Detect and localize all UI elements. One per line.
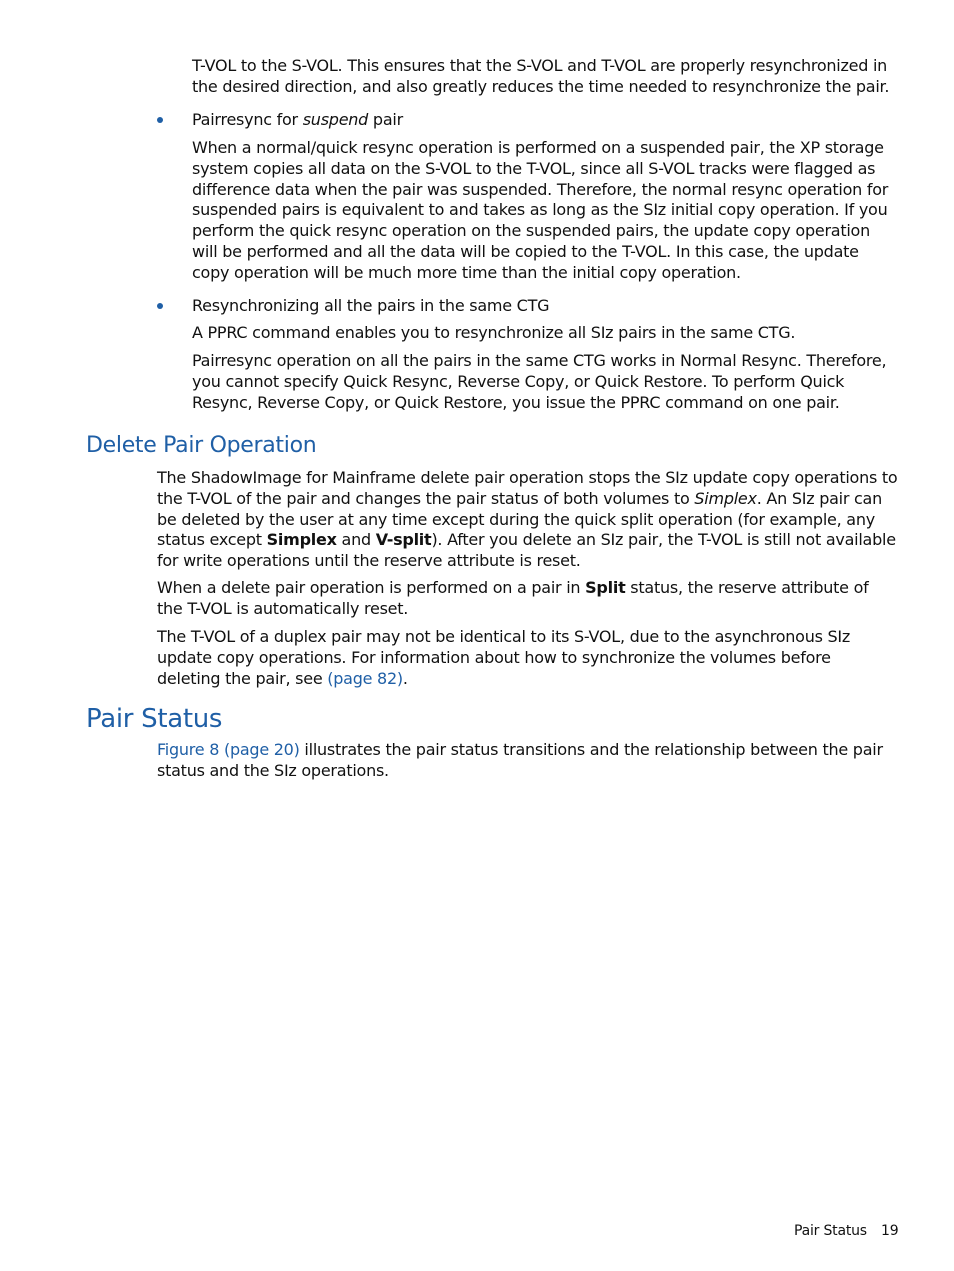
status-paragraph-1: Figure 8 (page 20) illustrates the pair status transitions and the relationship between the pair status and the SIz operations. bbox=[157, 740, 883, 780]
bullet-paragraph: A PPRC command enables you to resynchronize all SIz pairs in the same CTG. bbox=[192, 323, 796, 342]
section-heading-delete-pair: Delete Pair Operation bbox=[86, 433, 317, 458]
bullet-paragraph: When a normal/quick resync operation is performed on a suspended pair, the XP storage system copies all data on the S-VOL to the T-VOL, since all S-VOL tracks were flagged as difference data when the pair was suspended. Therefore, the normal resync operation for suspended pairs is equivalent to and takes as long as the SIz initial copy operation. If you perform the quick resync operation on the suspended pairs, the update copy operation will be performed and all the data will be copied to the T-VOL. In this case, the update copy operation will be much more time than the initial copy operation. bbox=[192, 138, 889, 282]
delete-paragraph-1: The ShadowImage for Mainframe delete pair operation stops the SIz update copy operations to the T-VOL of the pair and changes the pair status of both volumes to Simplex. An SIz pair can be deleted by the user at any time except during the quick split operation (for example, any status except Simplex and V-split). After you delete an SIz pair, the T-VOL is still not available for write operations until the reserve attribute is reset. bbox=[157, 468, 898, 571]
bullet-heading-ctg: Resynchronizing all the pairs in the same CTG bbox=[192, 296, 550, 315]
bullet-heading-suspend: Pairresync for suspend pair bbox=[192, 110, 403, 129]
footer-page-number: 19 bbox=[881, 1223, 899, 1239]
bullet-paragraph: Pairresync operation on all the pairs in the same CTG works in Normal Resync. Therefore, you cannot specify Quick Resync, Reverse Copy, or Quick Restore. To perform Quick Resync, Reverse Copy, or Quick Restore, you issue the PPRC command on one pair. bbox=[192, 351, 887, 412]
figure-8-link[interactable]: Figure 8 (page 20) bbox=[157, 740, 300, 759]
page-82-link[interactable]: (page 82) bbox=[327, 668, 403, 688]
section-heading-pair-status: Pair Status bbox=[86, 704, 223, 734]
footer-section-title: Pair Status bbox=[794, 1223, 867, 1239]
delete-paragraph-2: When a delete pair operation is performed on a pair in Split status, the reserve attribute of the T-VOL is automatically reset. bbox=[157, 578, 869, 618]
bullet-icon bbox=[157, 117, 163, 123]
intro-continuation: T-VOL to the S-VOL. This ensures that the S-VOL and T-VOL are properly resynchronized in the desired direction, and also greatly reduces the time needed to resynchronize the pair. bbox=[192, 56, 890, 96]
delete-paragraph-3: The T-VOL of a duplex pair may not be identical to its S-VOL, due to the asynchronous SIz update copy operations. For information about how to synchronize the volumes before deleting the pair, see (page 82). bbox=[157, 627, 851, 688]
bullet-icon bbox=[157, 303, 163, 309]
